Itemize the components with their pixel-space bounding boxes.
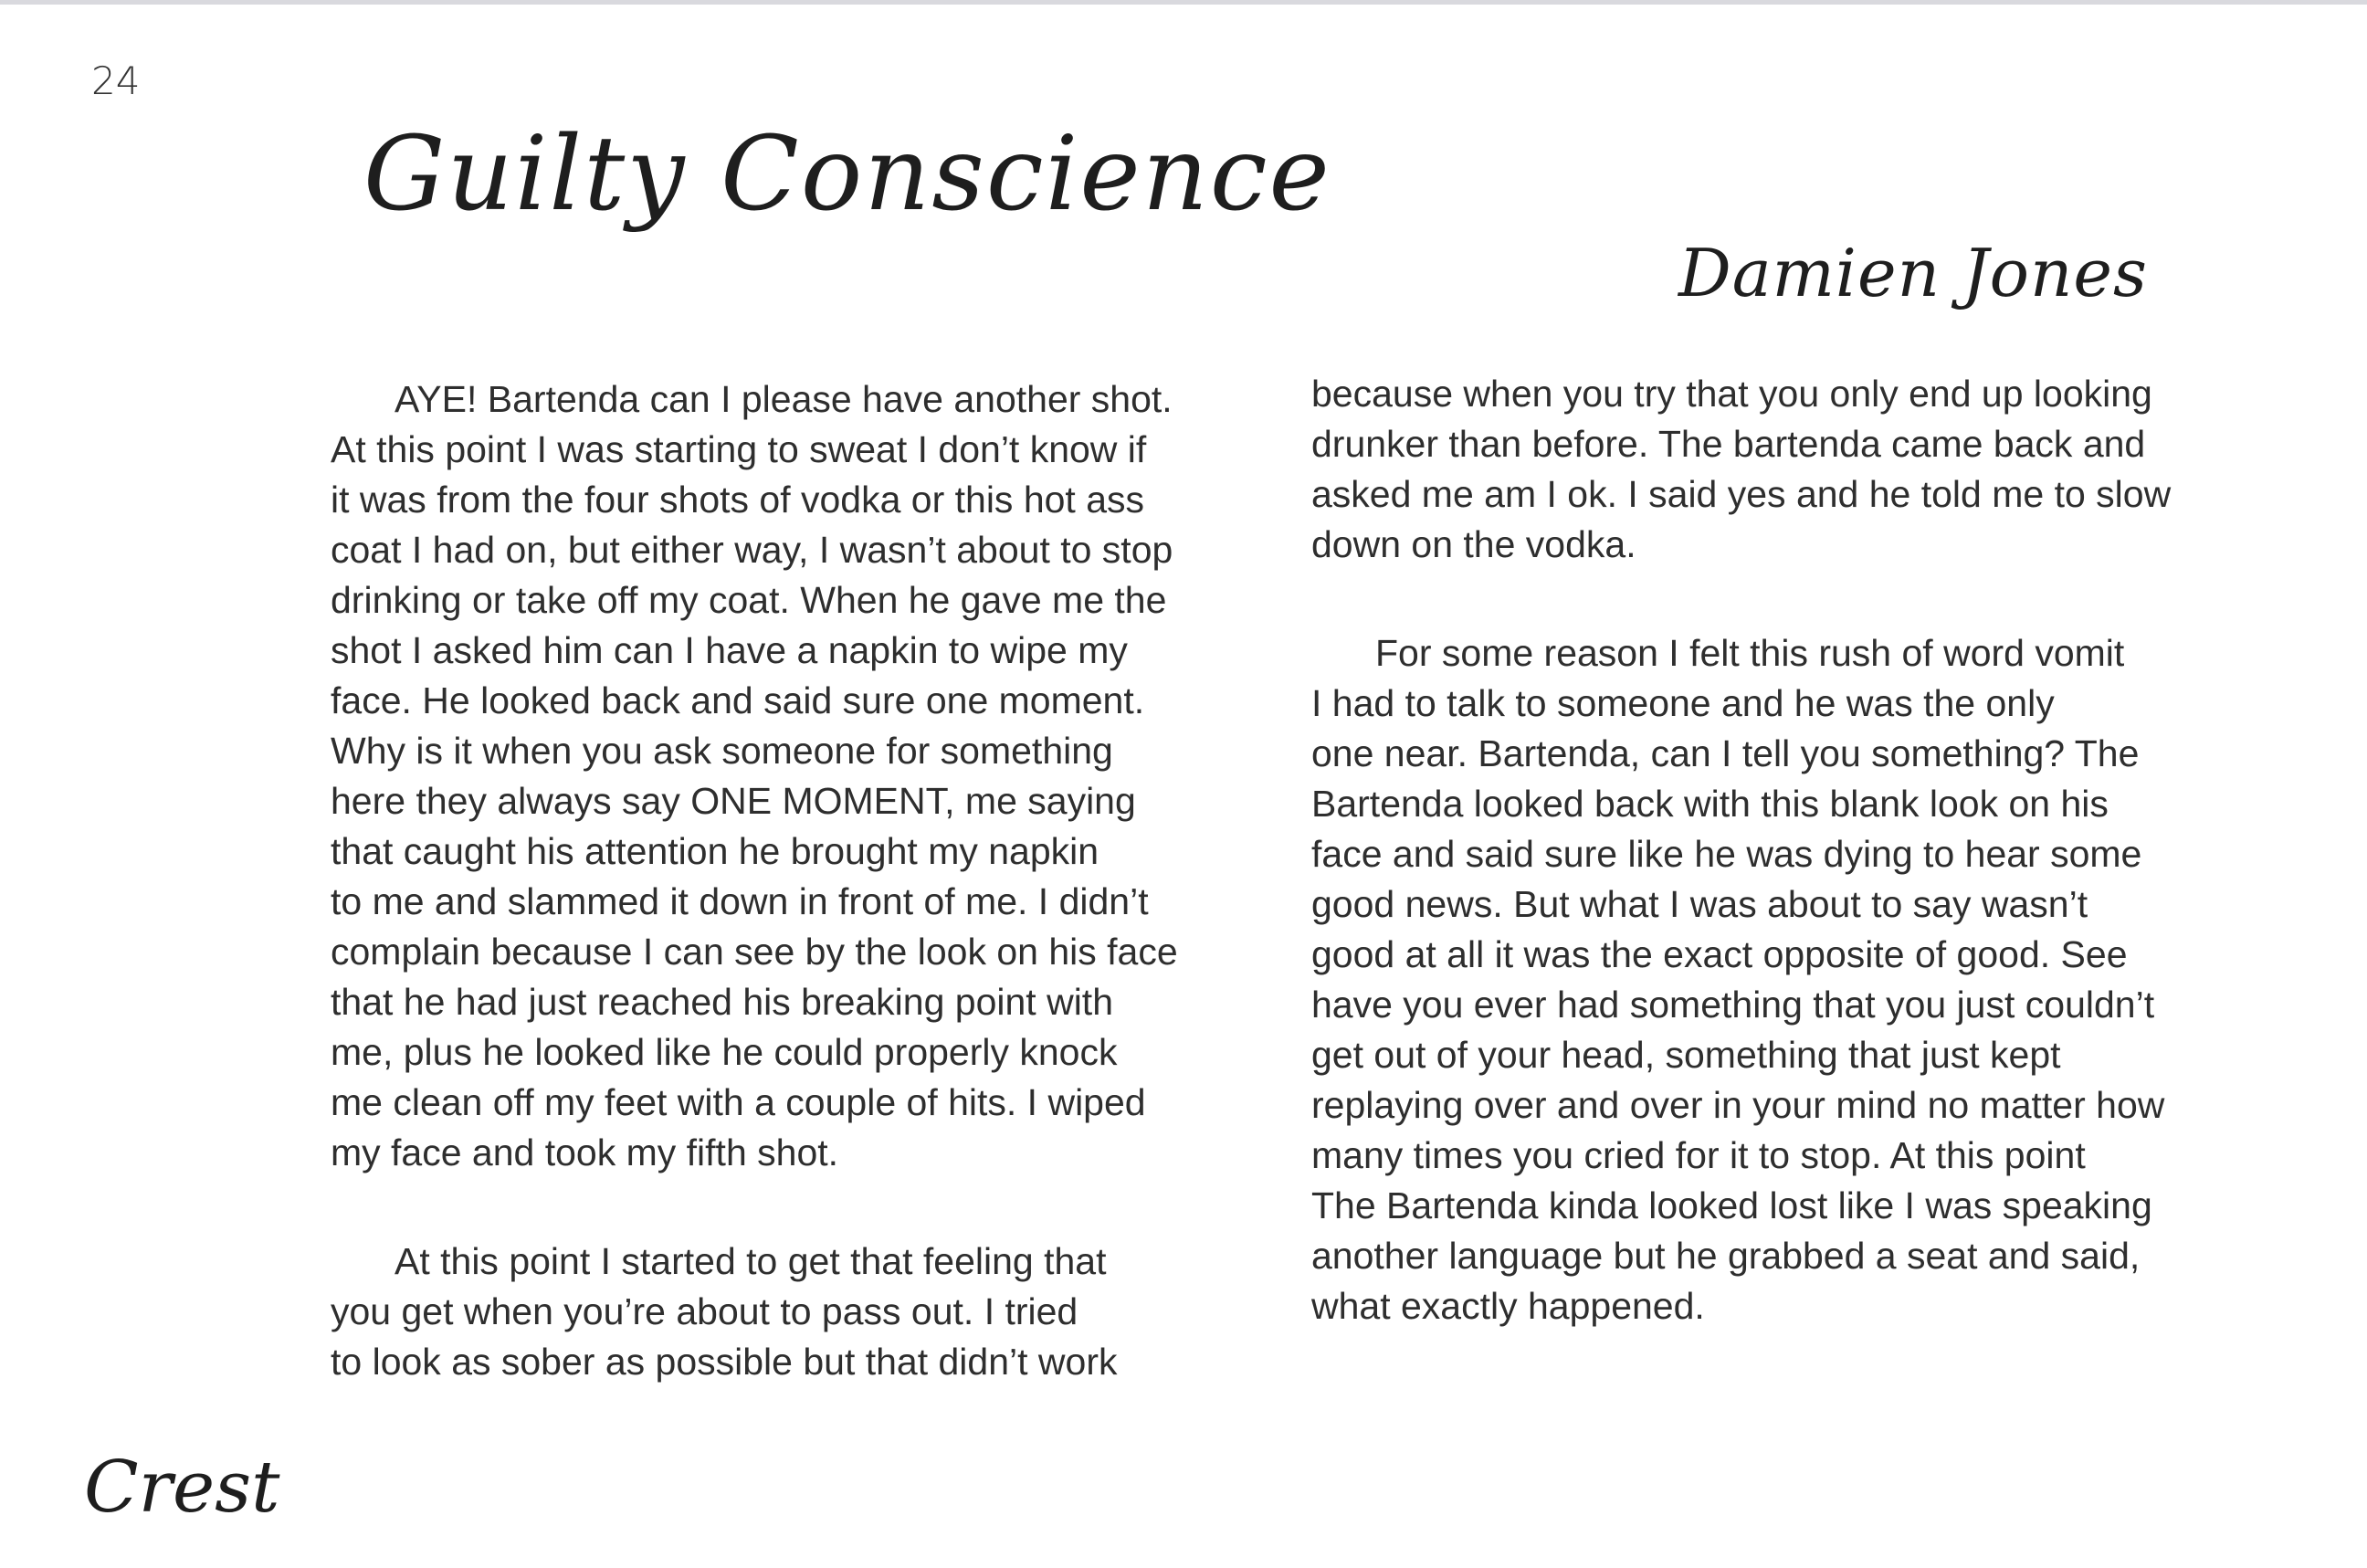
text-line: drinking or take off my coat. When he gave me the: [331, 579, 1167, 621]
text-line: my face and took my fifth shot.: [331, 1131, 839, 1173]
text-line: The Bartenda kinda looked lost like I was speaking: [1311, 1184, 2152, 1226]
text-line: face. He looked back and said sure one moment.: [331, 679, 1145, 721]
text-line: here they always say ONE MOMENT, me saying: [331, 780, 1136, 822]
text-line: down on the vodka.: [1311, 523, 1636, 565]
text-line: For some reason I felt this rush of word vomit: [1375, 632, 2125, 674]
text-line: AYE! Bartenda can I please have another shot.: [394, 378, 1173, 420]
author-name: Damien Jones: [1678, 235, 2148, 311]
text-line: have you ever had something that you just couldn’t: [1311, 984, 2155, 1026]
text-line: I had to talk to someone and he was the only: [1311, 682, 2055, 724]
text-line: face and said sure like he was dying to hear some: [1311, 833, 2142, 875]
text-line: asked me am I ok. I said yes and he told me to slow: [1311, 473, 2172, 515]
paragraph-spacer: [1311, 570, 2234, 628]
text-line: drunker than before. The bartenda came back and: [1311, 423, 2146, 465]
paragraph-spacer: [331, 1178, 1198, 1237]
text-line: Why is it when you ask someone for something: [331, 730, 1113, 772]
text-line: coat I had on, but either way, I wasn’t about to stop: [331, 529, 1173, 571]
text-line: good news. But what I was about to say wasn’t: [1311, 883, 2088, 925]
right-column: [1311, 369, 2234, 1331]
text-line: At this point I was starting to sweat I don’t know if: [331, 428, 1147, 470]
left-column: [331, 374, 1198, 1387]
text-line: that caught his attention he brought my napkin: [331, 830, 1099, 872]
story-title: Guilty Conscience: [363, 115, 1331, 234]
text-line: Bartenda looked back with this blank look on his: [1311, 783, 2109, 825]
text-line: many times you cried for it to stop. At this point: [1311, 1134, 2086, 1176]
text-line: you get when you’re about to pass out. I tried: [331, 1290, 1078, 1332]
paragraph: [331, 1237, 1198, 1387]
page-number: 24: [91, 58, 141, 103]
text-line: to look as sober as possible but that didn’t work: [331, 1341, 1118, 1383]
top-border: [0, 0, 2367, 5]
text-line: another language but he grabbed a seat and said,: [1311, 1235, 2141, 1277]
text-line: me, plus he looked like he could properly knock: [331, 1031, 1118, 1073]
paragraph: [331, 374, 1198, 1178]
paragraph: [1311, 369, 2234, 570]
text-line: At this point I started to get that feeling that: [394, 1240, 1107, 1282]
text-line: get out of your head, something that just kept: [1311, 1034, 2061, 1076]
paragraph: [1311, 628, 2234, 1331]
text-line: what exactly happened.: [1311, 1285, 1705, 1327]
text-line: because when you try that you only end up looking: [1311, 373, 2152, 415]
text-line: replaying over and over in your mind no matter how: [1311, 1084, 2165, 1126]
text-line: complain because I can see by the look on his face: [331, 931, 1178, 973]
crest-logo: Crest: [84, 1447, 280, 1529]
text-line: good at all it was the exact opposite of good. See: [1311, 933, 2128, 975]
text-line: me clean off my feet with a couple of hits. I wiped: [331, 1081, 1146, 1123]
text-line: that he had just reached his breaking point with: [331, 981, 1113, 1023]
text-line: it was from the four shots of vodka or this hot ass: [331, 479, 1145, 521]
text-line: to me and slammed it down in front of me. I didn’t: [331, 880, 1149, 922]
text-line: one near. Bartenda, can I tell you something? The: [1311, 732, 2140, 774]
text-line: shot I asked him can I have a napkin to wipe my: [331, 629, 1128, 671]
